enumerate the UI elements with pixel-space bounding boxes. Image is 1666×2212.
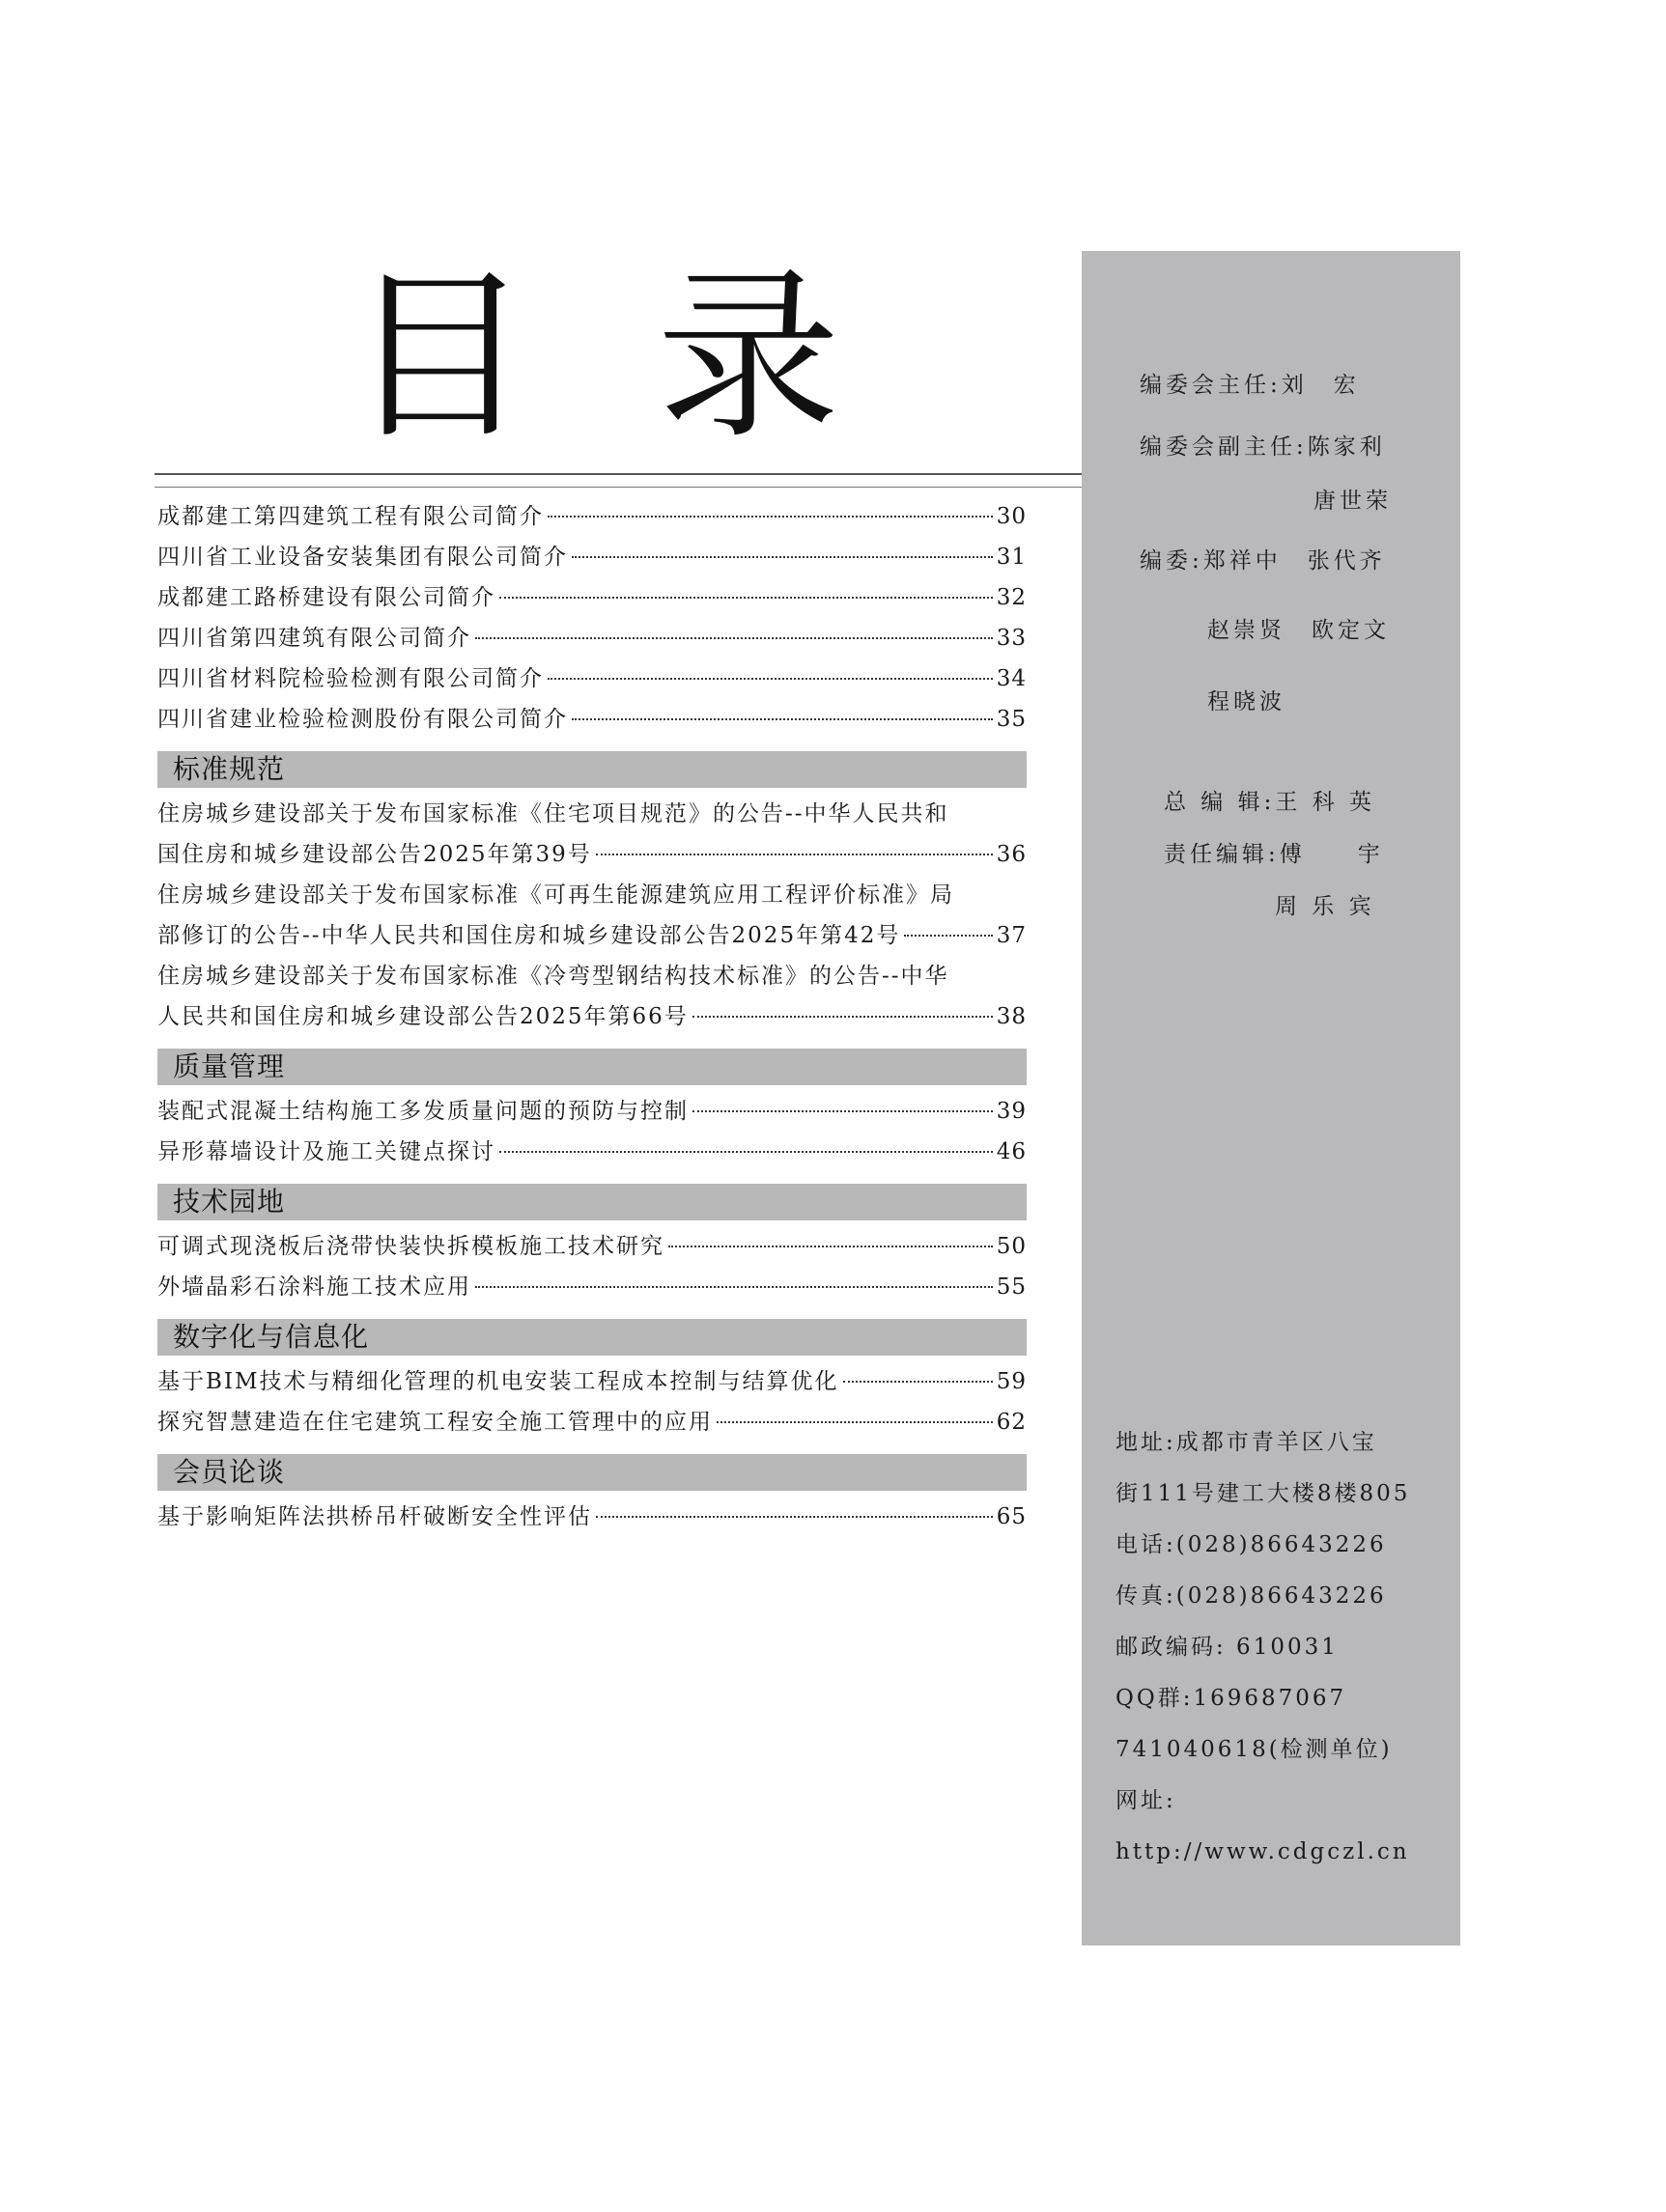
toc-leader (572, 556, 993, 558)
toc-entry[interactable] (157, 1091, 1027, 1132)
toc-entry-title-line1: 住房城乡建设部关于发布国家标准《可再生能源建筑应用工程评价标准》局 (157, 882, 954, 908)
responsible-editor-2: 周 乐 宾 (1275, 894, 1375, 919)
contact-info (1115, 1417, 1444, 1878)
qq-group-2: 741040618(检测单位) (1115, 1737, 1393, 1762)
toc-entry[interactable] (157, 658, 1027, 699)
toc-entry-title: 成都建工第四建筑工程有限公司简介 (157, 504, 544, 529)
toc-entry-title-line1: 住房城乡建设部关于发布国家标准《住宅项目规范》的公告--中华人民共和 (157, 801, 949, 826)
toc-entry-title: 四川省材料院检验检测有限公司简介 (157, 666, 544, 691)
toc-leader (717, 1421, 993, 1423)
toc-page-number: 36 (996, 842, 1027, 867)
fax: 传真:(028)86643226 (1115, 1583, 1387, 1609)
toc-entry-title: 探究智慧建造在住宅建筑工程安全施工管理中的应用 (157, 1410, 713, 1435)
toc-leader (668, 1246, 993, 1247)
toc-entry[interactable] (157, 537, 1027, 577)
editors: 编委:郑祥中 张代齐 (1140, 548, 1386, 574)
toc-entry[interactable] (157, 1132, 1027, 1172)
toc-page-number: 37 (996, 923, 1027, 948)
toc-leader (475, 1286, 993, 1288)
website-label: 网址: (1115, 1788, 1176, 1813)
toc-leader (475, 637, 993, 639)
toc-entry[interactable] (157, 1497, 1027, 1537)
toc-leader (572, 718, 993, 720)
toc-entry-title: 四川省第四建筑有限公司简介 (157, 626, 471, 651)
toc-page-number: 31 (996, 545, 1027, 570)
toc-page-number: 30 (996, 504, 1027, 529)
toc-entry-title: 四川省建业检验检测股份有限公司简介 (157, 707, 568, 732)
editors-2: 赵崇贤 欧定文 (1207, 618, 1390, 643)
toc-entry-title: 外墙晶彩石涂料施工技术应用 (157, 1274, 471, 1300)
toc-entry[interactable] (157, 794, 1027, 875)
toc-entry[interactable] (157, 577, 1027, 618)
toc-entry[interactable] (157, 1226, 1027, 1267)
editors-3: 程晓波 (1207, 689, 1285, 714)
toc-page-number: 35 (996, 707, 1027, 732)
title-rule-thin (155, 487, 1082, 488)
editor-vice-director-2: 唐世荣 (1313, 489, 1392, 514)
toc-entry[interactable] (157, 618, 1027, 658)
toc-entry-title-line2: 人民共和国住房和城乡建设部公告2025年第66号 (157, 1004, 689, 1029)
editor-director: 编委会主任:刘 宏 (1140, 373, 1360, 398)
toc-entry[interactable] (157, 1402, 1027, 1442)
qq-group-1: QQ群:169687067 (1115, 1686, 1347, 1711)
toc-page-number: 59 (996, 1369, 1027, 1394)
toc-page-number: 46 (996, 1139, 1027, 1164)
toc-entry-title: 成都建工路桥建设有限公司简介 (157, 585, 495, 610)
toc-entry-title: 四川省工业设备安装集团有限公司简介 (157, 545, 568, 570)
toc-page-number: 33 (996, 626, 1027, 651)
toc-entry[interactable] (157, 875, 1027, 956)
toc-leader (843, 1381, 993, 1383)
toc-entry-title: 异形幕墙设计及施工关键点探讨 (157, 1139, 495, 1164)
toc-leader (548, 678, 993, 680)
page-title (348, 250, 840, 463)
table-of-contents (157, 496, 1027, 1537)
section-heading-standards: 标准规范 (157, 751, 1027, 788)
toc-entry[interactable] (157, 1361, 1027, 1402)
address-line-1: 地址:成都市青羊区八宝 (1115, 1430, 1377, 1455)
toc-leader (596, 1516, 993, 1518)
toc-leader (499, 1151, 993, 1153)
toc-page-number: 62 (996, 1410, 1027, 1435)
toc-leader (692, 1110, 993, 1112)
toc-page-number: 38 (996, 1004, 1027, 1029)
toc-page-number: 50 (996, 1234, 1027, 1259)
toc-entry-title: 基于BIM技术与精细化管理的机电安装工程成本控制与结算优化 (157, 1369, 839, 1394)
toc-leader (548, 516, 993, 518)
toc-entry-title: 可调式现浇板后浇带快装快拆模板施工技术研究 (157, 1234, 664, 1259)
postcode: 邮政编码: 610031 (1115, 1635, 1339, 1660)
section-heading-digital: 数字化与信息化 (157, 1319, 1027, 1356)
toc-leader (499, 597, 993, 599)
toc-entry-title: 基于影响矩阵法拱桥吊杆破断安全性评估 (157, 1504, 592, 1529)
editor-vice-director: 编委会副主任:陈家利 (1140, 434, 1386, 460)
responsible-editor: 责任编辑:傅 宇 (1164, 842, 1384, 867)
toc-entry-title: 装配式混凝土结构施工多发质量问题的预防与控制 (157, 1099, 689, 1124)
title-rule-thick (155, 473, 1082, 475)
toc-entry-title-line2: 部修订的公告--中华人民共和国住房和城乡建设部公告2025年第42号 (157, 923, 901, 948)
chief-editor: 总 编 辑:王 科 英 (1164, 790, 1375, 815)
phone: 电话:(028)86643226 (1115, 1532, 1387, 1557)
toc-page-number: 39 (996, 1099, 1027, 1124)
section-heading-technology: 技术园地 (157, 1184, 1027, 1220)
toc-entry-title-line1: 住房城乡建设部关于发布国家标准《冷弯型钢结构技术标准》的公告--中华 (157, 964, 949, 989)
toc-entry-title-line2: 国住房和城乡建设部公告2025年第39号 (157, 842, 592, 867)
toc-page-number: 55 (996, 1274, 1027, 1300)
section-heading-members: 会员论谈 (157, 1454, 1027, 1491)
address-line-2: 街111号建工大楼8楼805 (1115, 1481, 1411, 1506)
toc-entry[interactable] (157, 496, 1027, 537)
title-char-1: 目 (348, 250, 532, 463)
section-heading-quality: 质量管理 (157, 1049, 1027, 1085)
toc-page-number: 32 (996, 585, 1027, 610)
toc-page-number: 34 (996, 666, 1027, 691)
toc-entry[interactable] (157, 956, 1027, 1037)
toc-page-number: 65 (996, 1504, 1027, 1529)
toc-entry[interactable] (157, 1267, 1027, 1307)
website-link[interactable]: http://www.cdgczl.cn (1115, 1839, 1410, 1864)
title-char-2: 录 (656, 250, 840, 463)
toc-leader (904, 935, 992, 937)
toc-entry[interactable] (157, 699, 1027, 740)
toc-leader (596, 854, 993, 855)
toc-leader (692, 1016, 993, 1018)
